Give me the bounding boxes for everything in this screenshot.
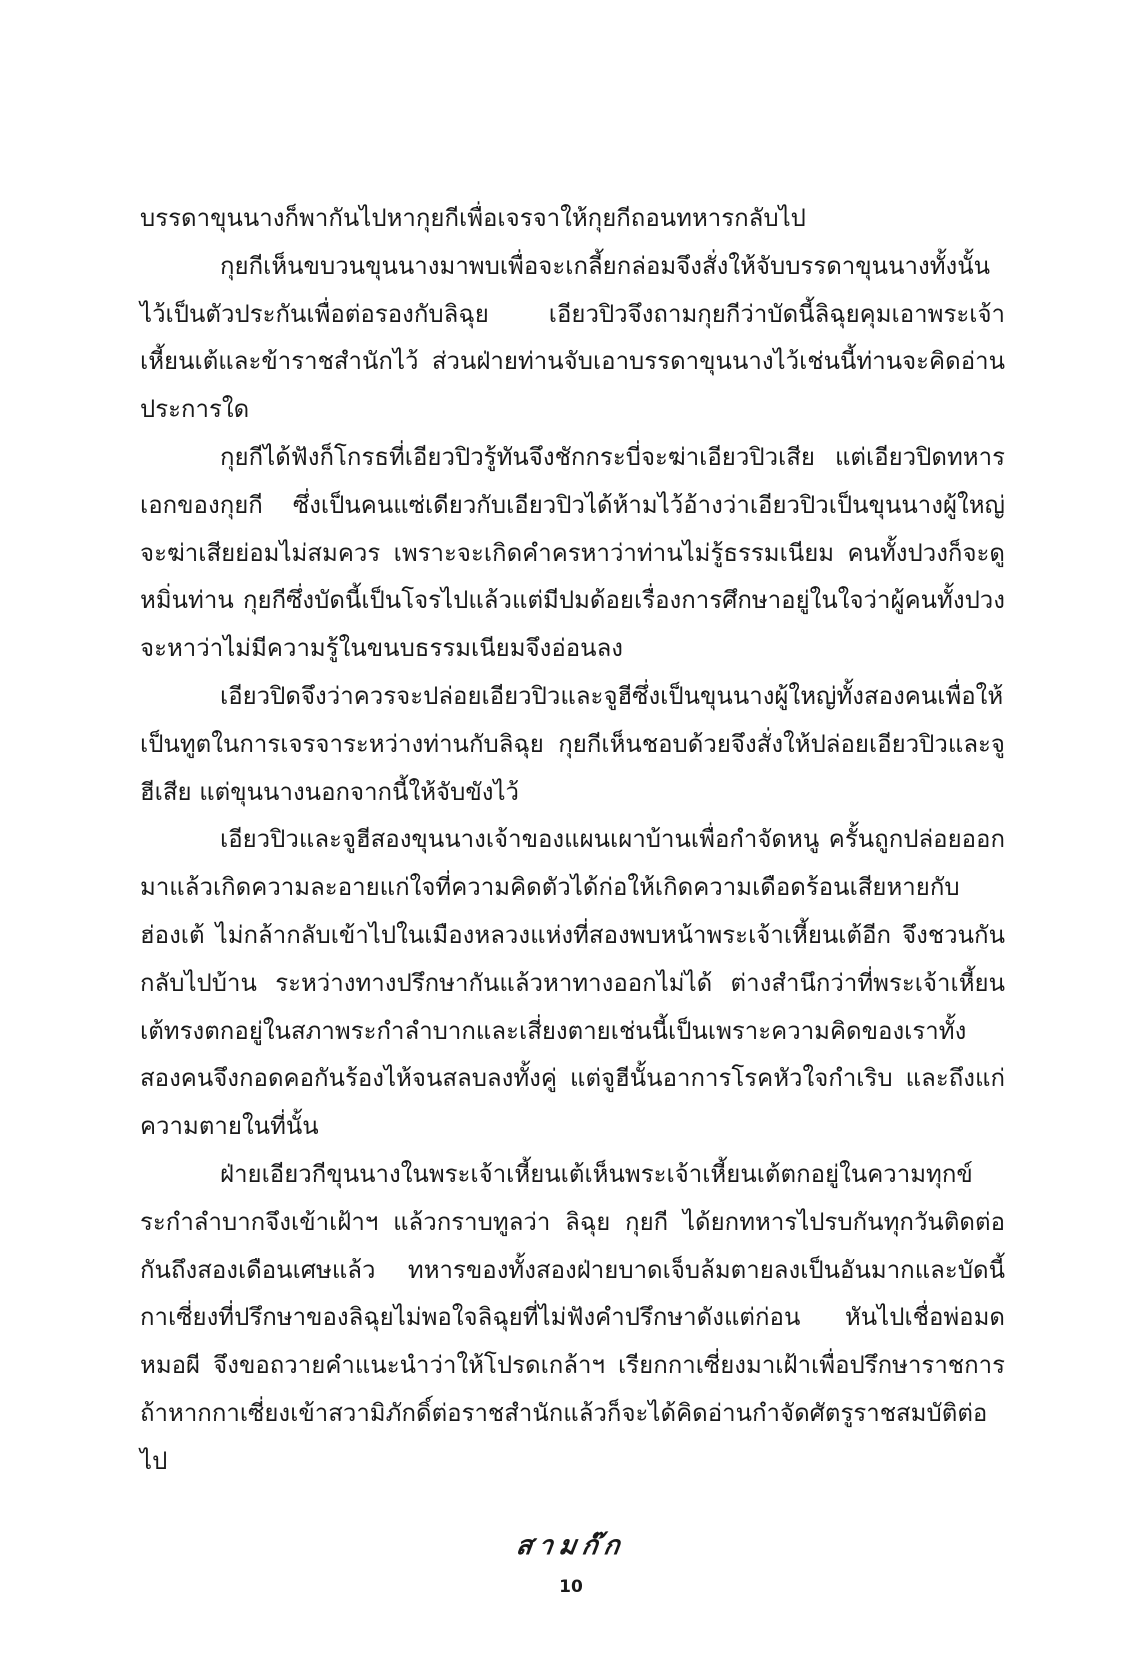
paragraph: กุยกีเห็นขบวนขุนนางมาพบเพื่อจะเกลี้ยกล่อมจึงสั่งให้จับบรรดาขุนนางทั้งนั้นไว้เป็นตัวประกันเพื่อต่อรองกับลิฉุย เอียวปิวจึงถามกุยกีว่าบัดนี้ลิฉุยคุมเอาพระเจ้าเหี้ยนเต้และข้าราชสำนักไว้ ส่วนฝ่ายท่านจับเอาบรรดาขุนนางไว้เช่นนี้ท่านจะคิดอ่านประการใด (140, 251, 1005, 424)
paragraph: กุยกีได้ฟังก็โกรธที่เอียวปิวรู้ทันจึงชักกระบี่จะฆ่าเอียวปิวเสีย แต่เอียวปิดทหารเอกของกุยกี ซึ่งเป็นคนแซ่เดียวกับเอียวปิวได้ห้ามไว้อ้างว่าเอียวปิวเป็นขุนนางผู้ใหญ่ จะฆ่าเสียย่อมไม่สมควร เพราะจะเกิดคำครหาว่าท่านไม่รู้ธรรมเนียม คนทั้งปวงก็จะดูหมิ่นท่าน กุยกีซึ่งบัดนี้เป็นโจรไปแล้วแต่มีปมด้อยเรื่องการศึกษาอยู่ในใจว่าผู้คนทั้งปวงจะหาว่าไม่มีความรู้ในขนบธรรมเนียมจึงอ่อนลง (140, 442, 1005, 663)
footer-book-title: สามก๊ก (514, 1531, 628, 1561)
paragraph: ฝ่ายเอียวกีขุนนางในพระเจ้าเหี้ยนเต้เห็นพระเจ้าเหี้ยนเต้ตกอยู่ในความทุกข์ระกำลำบากจึงเข้าเฝ้าฯ แล้วกราบทูลว่า ลิฉุย กุยกี ได้ยกทหารไปรบกันทุกวันติดต่อกันถึงสองเดือนเศษแล้ว ทหารของทั้งสองฝ่ายบาดเจ็บล้มตายลงเป็นอันมากและบัดนี้กาเซี่ยงที่ปรึกษาของลิฉุยไม่พอใจลิฉุยที่ไม่ฟังคำปรึกษาดังแต่ก่อน หันไปเชื่อพ่อมดหมอผี จึงขอถวายคำแนะนำว่าให้โปรดเกล้าฯ เรียกกาเซี่ยงมาเฝ้าเพื่อปรึกษาราชการ ถ้าหากกาเซี่ยงเข้าสวามิภักดิ์ต่อราชสำนักแล้วก็จะได้คิดอ่านกำจัดศัตรูราชสมบัติต่อไป (140, 1159, 1005, 1475)
body-text (140, 195, 1005, 1486)
page-number: 10 (559, 1577, 583, 1597)
paragraph: บรรดาขุนนางก็พากันไปหากุยกีเพื่อเจรจาให้กุยกีถอนทหารกลับไป (140, 204, 806, 232)
paragraph: เอียวปิวและจูฮีสองขุนนางเจ้าของแผนเผาบ้านเพื่อกำจัดหนู ครั้นถูกปล่อยออกมาแล้วเกิดความละอายแก่ใจที่ความคิดตัวได้ก่อให้เกิดความเดือดร้อนเสียหายกับฮ่องเต้ ไม่กล้ากลับเข้าไปในเมืองหลวงแห่งที่สองพบหน้าพระเจ้าเหี้ยนเต้อีก จึงชวนกันกลับไปบ้าน ระหว่างทางปรึกษากันแล้วหาทางออกไม่ได้ ต่างสำนึกว่าที่พระเจ้าเหี้ยนเต้ทรงตกอยู่ในสภาพระกำลำบากและเสี่ยงตายเช่นนี้เป็นเพราะความคิดของเราทั้งสองคนจึงกอดคอกันร้องไห้จนสลบลงทั้งคู่ แต่จูฮีนั้นอาการโรคหัวใจกำเริบ และถึงแก่ความตายในที่นั้น (140, 825, 1005, 1141)
paragraph: เอียวปิดจึงว่าควรจะปล่อยเอียวปิวและจูฮีซึ่งเป็นขุนนางผู้ใหญ่ทั้งสองคนเพื่อให้เป็นทูตในการเจรจาระหว่างท่านกับลิฉุย กุยกีเห็นชอบด้วยจึงสั่งให้ปล่อยเอียวปิวและจูฮีเสีย แต่ขุนนางนอกจากนี้ให้จับขังไว้ (140, 681, 1005, 806)
